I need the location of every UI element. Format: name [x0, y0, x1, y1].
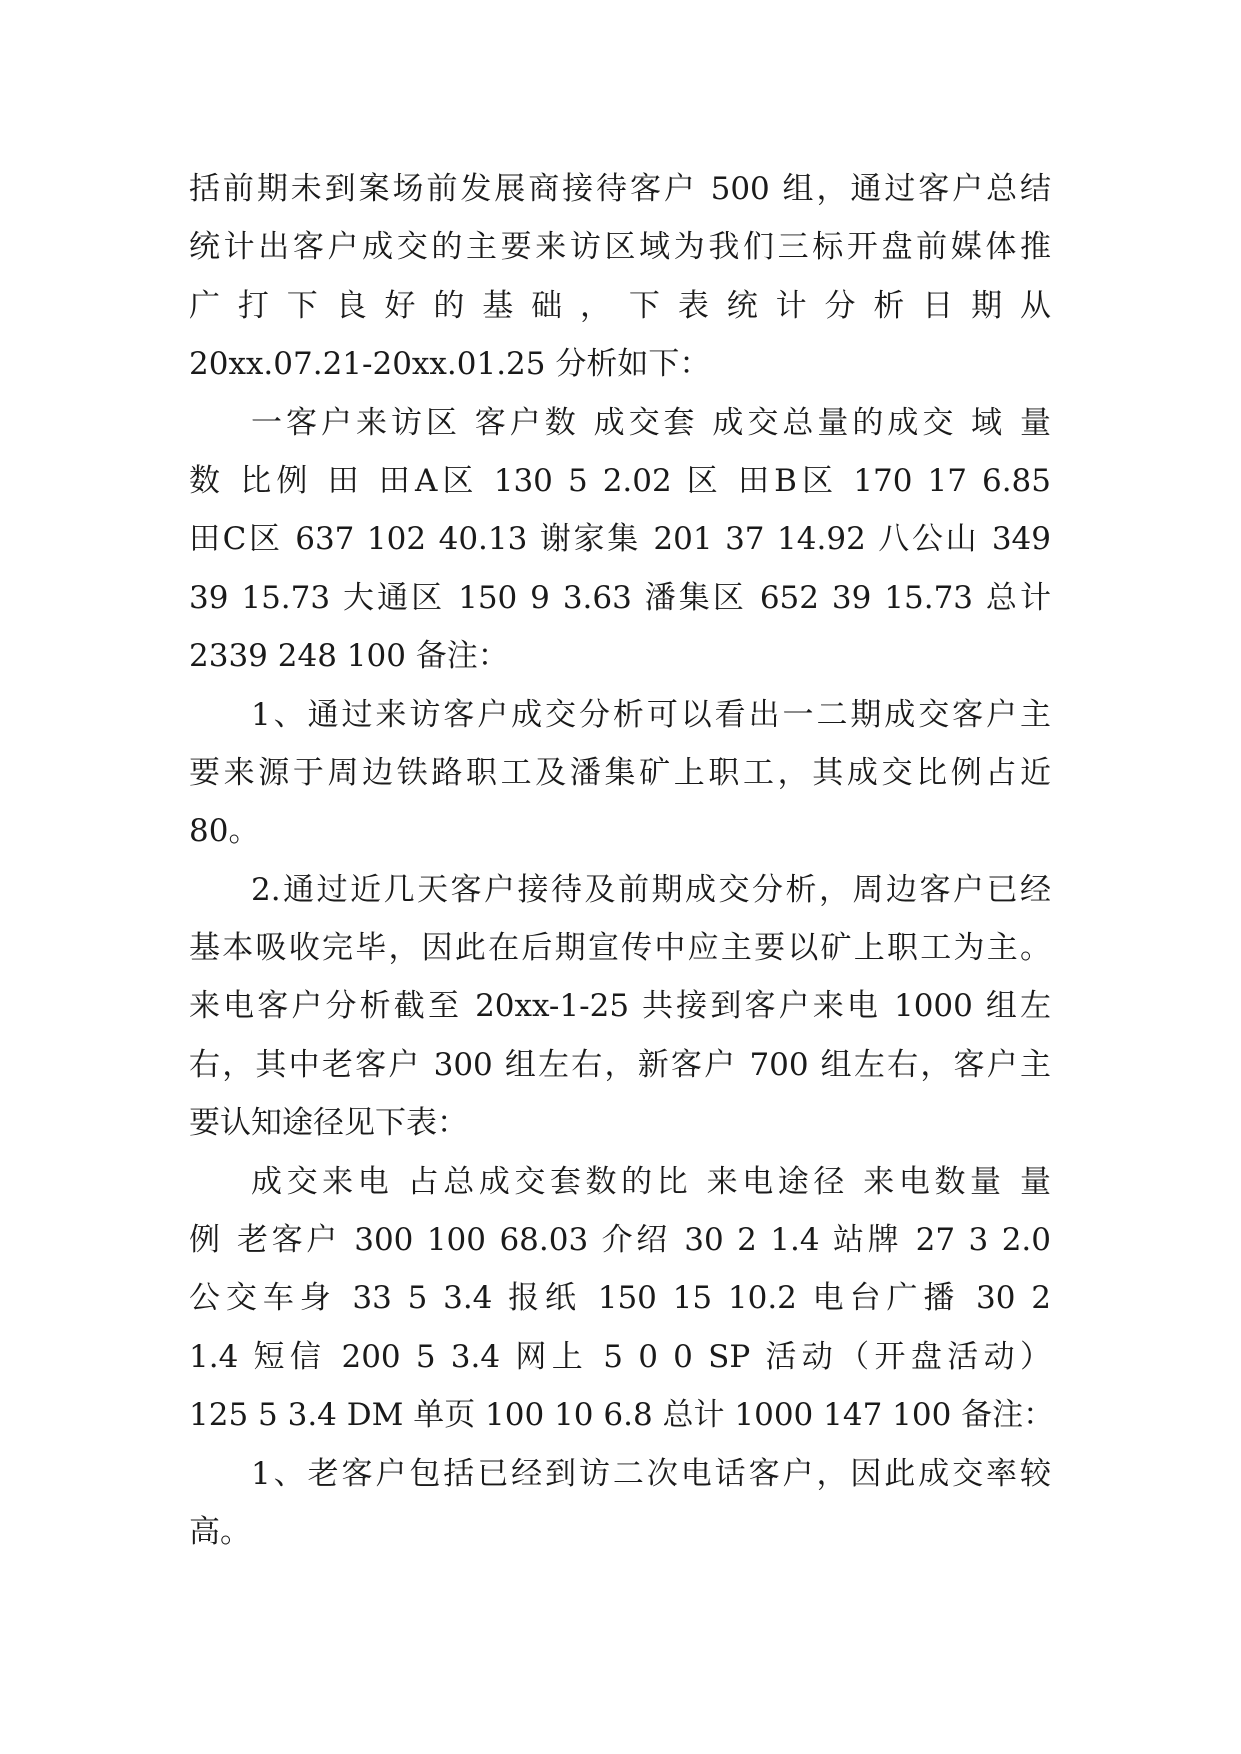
text-line: 39 15.73 大通区 150 9 3.63 潘集区 652 39 15.73 总计 [189, 579, 1051, 616]
text-line: 括前期未到案场前发展商接待客户 500 组，通过客户总结 [189, 171, 1051, 207]
text-line: 基本吸收完毕，因此在后期宣传中应主要以矿上职工为主。 [189, 930, 1051, 967]
text-line: 高。 [189, 1513, 251, 1550]
text-line: 一客户来访区 客户数 成交套 成交总量的成交 域 量 [251, 404, 1051, 441]
text-line: 125 5 3.4 DM 单页 100 10 6.8 总计 1000 147 100 备注： [189, 1397, 1055, 1434]
text-line: 2.通过近几天客户接待及前期成交分析，周边客户已经 [251, 871, 1051, 908]
text-line: 统计出客户成交的主要来访区域为我们三标开盘前媒体推 [189, 229, 1051, 266]
text-line: 公交车身 33 5 3.4 报纸 150 15 10.2 电台广播 30 2 [189, 1280, 1051, 1317]
text-line: 广 打 下 良 好 的 基 础 ， 下 表 统 计 分 析 日 期 从 [189, 287, 1051, 324]
text-line: 80。 [189, 813, 260, 850]
text-line: 1、通过来访客户成交分析可以看出一二期成交客户主 [251, 696, 1051, 733]
document-body [189, 160, 1055, 1561]
text-line: 1、老客户包括已经到访二次电话客户，因此成交率较 [251, 1455, 1051, 1492]
text-line: 要来源于周边铁路职工及潘集矿上职工，其成交比例占近 [189, 754, 1051, 791]
text-line: 来电客户分析截至 20xx-1-25 共接到客户来电 1000 组左 [189, 988, 1051, 1025]
text-line: 20xx.07.21-20xx.01.25 分析如下： [189, 346, 711, 383]
text-line: 例 老客户 300 100 68.03 介绍 30 2 1.4 站牌 27 3 2.0 [189, 1222, 1051, 1259]
text-line: 右，其中老客户 300 组左右，新客户 700 组左右，客户主 [189, 1046, 1051, 1083]
text-line: 1.4 短信 200 5 3.4 网上 5 0 0 SP 活动（开盘活动） [189, 1338, 1051, 1375]
text-line: 2339 248 100 备注： [189, 638, 509, 675]
text-line: 田C区 637 102 40.13 谢家集 201 37 14.92 八公山 349 [189, 521, 1051, 558]
text-line: 要认知途径见下表： [189, 1105, 468, 1142]
text-line: 成交来电 占总成交套数的比 来电途径 来电数量 量 [251, 1163, 1051, 1200]
text-line: 数 比例 田 田A区 130 5 2.02 区 田B区 170 17 6.85 [189, 462, 1051, 499]
